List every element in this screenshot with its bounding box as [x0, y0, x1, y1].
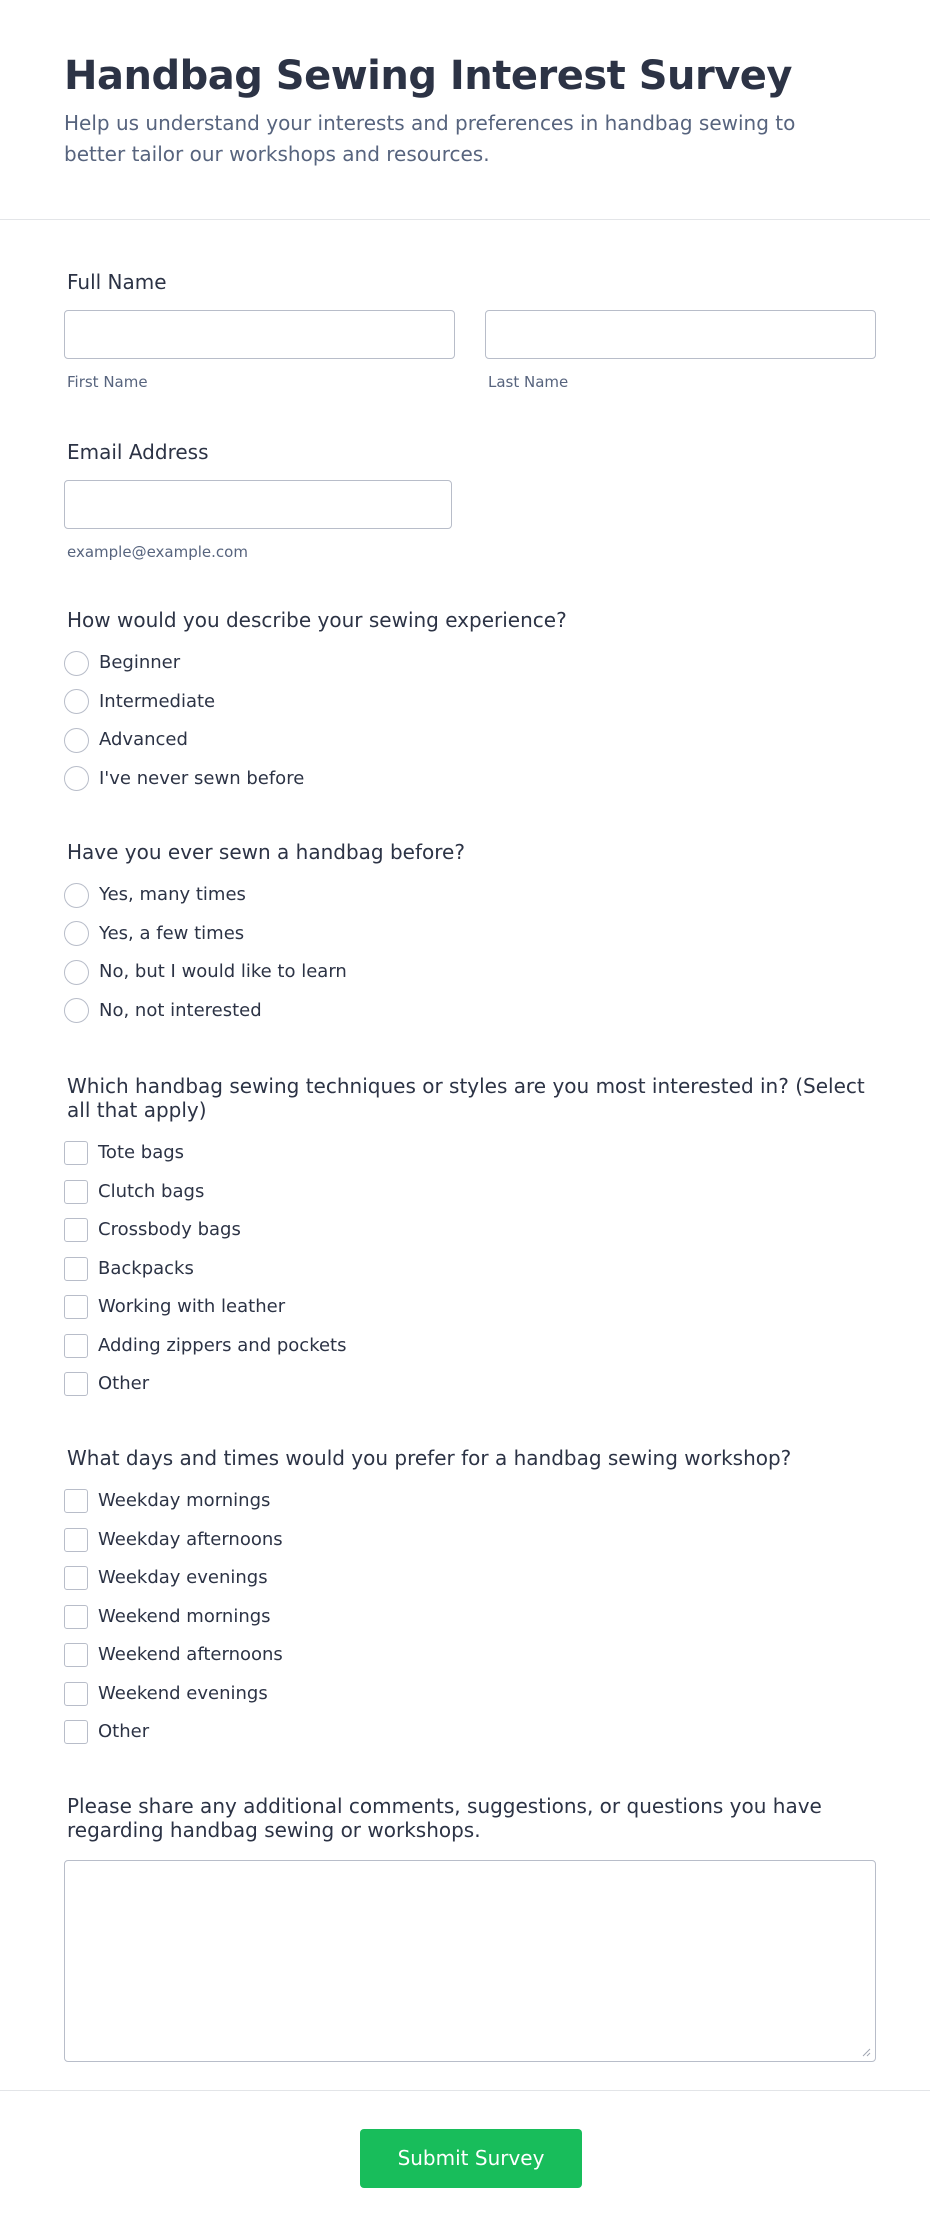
technique-option[interactable] [64, 1134, 876, 1173]
full-name-label: Full Name [67, 270, 167, 294]
full-name-row [64, 310, 876, 391]
radio-button[interactable] [64, 960, 89, 985]
form-footer [0, 2090, 930, 2237]
email-label: Email Address [67, 440, 209, 464]
radio-button[interactable] [64, 689, 89, 714]
email-sublabel: example@example.com [67, 543, 248, 561]
radio-button[interactable] [64, 651, 89, 676]
option-label: No, but I would like to learn [99, 961, 347, 983]
option-label: Crossbody bags [98, 1219, 241, 1241]
handbag-before-section [64, 840, 876, 1030]
schedule-option[interactable] [64, 1713, 876, 1752]
email-field-wrap [64, 480, 876, 561]
email-section [64, 440, 876, 561]
resize-handle-icon[interactable] [861, 2047, 871, 2057]
option-label: Weekday afternoons [98, 1528, 283, 1550]
first-name-input[interactable] [64, 310, 455, 359]
radio-button[interactable] [64, 998, 89, 1023]
option-label: Adding zippers and pockets [98, 1334, 347, 1356]
option-label: No, not interested [99, 999, 262, 1021]
checkbox[interactable] [64, 1180, 88, 1204]
experience-option[interactable] [64, 683, 876, 722]
schedule-option[interactable] [64, 1482, 876, 1521]
last-name-sublabel: Last Name [488, 373, 569, 391]
handbag-before-option[interactable] [64, 876, 876, 915]
handbag-before-question: Have you ever sewn a handbag before? [67, 840, 465, 864]
first-name-sublabel: First Name [67, 373, 148, 391]
technique-option[interactable] [64, 1327, 876, 1366]
option-label: Clutch bags [98, 1180, 205, 1202]
techniques-question: Which handbag sewing techniques or styles are you most interested in? (Select all that apply) [67, 1074, 865, 1122]
full-name-section [64, 270, 876, 391]
submit-survey-button[interactable]: Submit Survey [360, 2129, 582, 2188]
checkbox[interactable] [64, 1566, 88, 1590]
form-header [0, 0, 930, 220]
technique-option[interactable] [64, 1288, 876, 1327]
schedule-section [64, 1446, 876, 1752]
schedule-option[interactable] [64, 1598, 876, 1637]
option-label: Other [98, 1373, 150, 1395]
checkbox[interactable] [64, 1605, 88, 1629]
option-label: Backpacks [98, 1257, 194, 1279]
first-name-col [64, 310, 455, 391]
option-label: Weekend afternoons [98, 1644, 283, 1666]
comments-question: Please share any additional comments, suggestions, or questions you have regarding handbag sewing or workshops. [67, 1794, 822, 1842]
checkbox[interactable] [64, 1528, 88, 1552]
option-label: Beginner [99, 652, 181, 674]
experience-options [64, 644, 876, 798]
option-label: Weekend evenings [98, 1682, 268, 1704]
option-label: Weekend mornings [98, 1605, 271, 1627]
handbag-before-option[interactable] [64, 992, 876, 1031]
radio-button[interactable] [64, 883, 89, 908]
option-label: I've never sewn before [99, 767, 305, 789]
option-label: Working with leather [98, 1296, 286, 1318]
radio-button[interactable] [64, 728, 89, 753]
schedule-option[interactable] [64, 1636, 876, 1675]
checkbox[interactable] [64, 1295, 88, 1319]
schedule-options [64, 1482, 876, 1752]
experience-option[interactable] [64, 721, 876, 760]
checkbox[interactable] [64, 1720, 88, 1744]
option-label: Yes, many times [99, 884, 246, 906]
experience-option[interactable] [64, 644, 876, 683]
schedule-question: What days and times would you prefer for a handbag sewing workshop? [67, 1446, 792, 1470]
technique-option[interactable] [64, 1173, 876, 1212]
handbag-before-option[interactable] [64, 915, 876, 954]
schedule-option[interactable] [64, 1675, 876, 1714]
comments-textarea[interactable] [64, 1860, 876, 2062]
technique-option[interactable] [64, 1250, 876, 1289]
checkbox[interactable] [64, 1218, 88, 1242]
handbag-before-options [64, 876, 876, 1030]
techniques-section [64, 1074, 876, 1404]
technique-option[interactable] [64, 1365, 876, 1404]
checkbox[interactable] [64, 1489, 88, 1513]
comments-section [64, 1794, 876, 2062]
option-label: Intermediate [99, 690, 216, 712]
checkbox[interactable] [64, 1372, 88, 1396]
schedule-option[interactable] [64, 1559, 876, 1598]
option-label: Weekday mornings [98, 1490, 271, 1512]
schedule-option[interactable] [64, 1521, 876, 1560]
form-title: Handbag Sewing Interest Survey [64, 53, 793, 99]
technique-option[interactable] [64, 1211, 876, 1250]
form-subtitle: Help us understand your interests and preferences in handbag sewing to better tailor our workshops and resources. [64, 111, 796, 166]
option-label: Other [98, 1721, 150, 1743]
email-input[interactable] [64, 480, 452, 529]
experience-question: How would you describe your sewing experience? [67, 608, 567, 632]
checkbox[interactable] [64, 1141, 88, 1165]
experience-section [64, 608, 876, 798]
checkbox[interactable] [64, 1643, 88, 1667]
radio-button[interactable] [64, 921, 89, 946]
experience-option[interactable] [64, 760, 876, 799]
checkbox[interactable] [64, 1682, 88, 1706]
last-name-input[interactable] [485, 310, 876, 359]
option-label: Yes, a few times [99, 922, 245, 944]
option-label: Weekday evenings [98, 1567, 268, 1589]
checkbox[interactable] [64, 1334, 88, 1358]
checkbox[interactable] [64, 1257, 88, 1281]
handbag-before-option[interactable] [64, 953, 876, 992]
option-label: Tote bags [98, 1142, 185, 1164]
techniques-options [64, 1134, 876, 1404]
last-name-col [485, 310, 876, 391]
radio-button[interactable] [64, 766, 89, 791]
option-label: Advanced [99, 729, 188, 751]
